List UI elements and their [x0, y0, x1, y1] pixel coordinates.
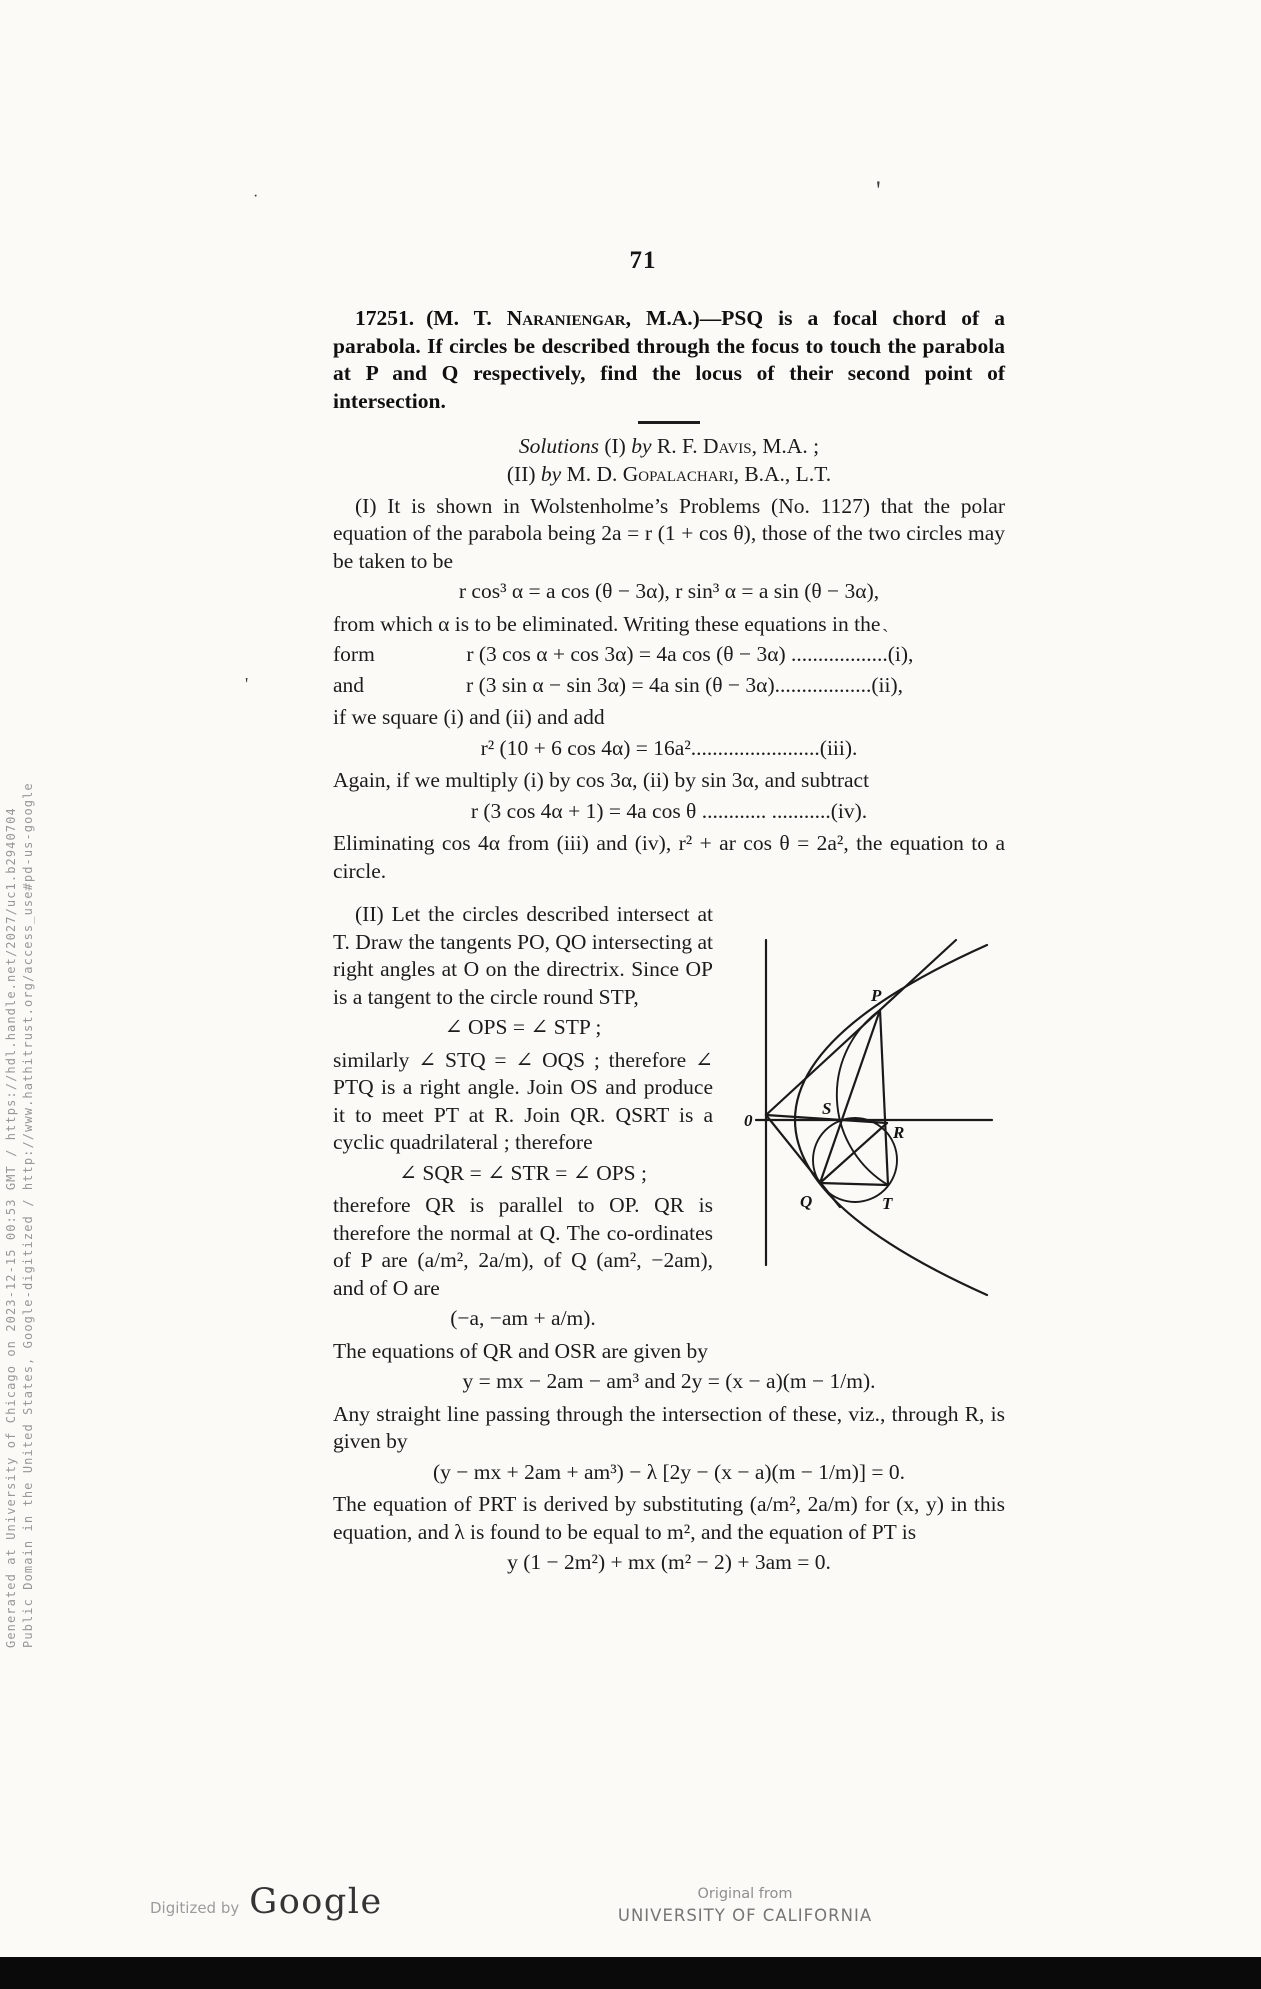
solution2-paragraph: The equation of PRT is derived by substituting (a/m², 2a/m) for (x, y) in this equation, and λ is found to be equal to m², and the equation of PT is	[333, 1492, 1005, 1544]
solution2-paragraph: similarly ∠ STQ = ∠ OQS ; therefore ∠ PTQ is a right angle. Join OS and produce it to meet PT at R. Join QR. QSRT is a cyclic quadrilateral ; therefore	[333, 1047, 713, 1154]
solution1-paragraph: (I) It is shown in Wolstenholme’s Problems (No. 1127) that the polar equation of the parabola being 2a = r (1 + cos θ), those of the two circles may be taken to be	[333, 493, 1005, 573]
circle-stq	[813, 1118, 897, 1202]
scan-artifact: '	[876, 176, 881, 205]
solutions-heading-line1: Solutions (I) by R. F. Davis, M.A. ;	[518, 433, 820, 458]
figure-label-s: S	[822, 1099, 832, 1118]
equation: (y − mx + 2am + am³) − λ [2y − (x − a)(m − 1/m)] = 0.	[432, 1459, 906, 1484]
figure-label-o: 0	[744, 1111, 753, 1130]
equation-row	[333, 641, 1005, 669]
sidebar-watermark-line1: Generated at University of Chicago on 2023-12-15 00:53 GMT / https://hdl.handle.net/2027/uc1.b2940704	[4, 807, 18, 1648]
solution1-paragraph: from which α is to be eliminated. Writing these equations in the	[333, 611, 881, 636]
university-label: UNIVERSITY OF CALIFORNIA	[617, 1906, 873, 1925]
parabola-figure	[740, 935, 1005, 1335]
bottom-scan-bar	[0, 1957, 1261, 1989]
solution2-paragraph: The equations of QR and OSR are given by	[333, 1338, 708, 1363]
problem-author: (M. T. Naraniengar, M.A.)—	[426, 306, 722, 330]
footer-left	[150, 1882, 383, 1922]
solution2-paragraph: Any straight line passing through the intersection of these, viz., through R, is given by	[333, 1401, 1005, 1453]
solution2-paragraph: therefore QR is parallel to OP. QR is therefore the normal at Q. The co-ordinates of P are (a/m², 2a/m), of Q (am², −2am), and of O are	[333, 1193, 713, 1300]
original-from-label: Original from	[697, 1886, 793, 1902]
scan-artifact: ·	[253, 188, 259, 205]
equation: r² (10 + 6 cos 4α) = 16a²........................(iii).	[480, 735, 858, 760]
digitized-by-label: Digitized by	[150, 1899, 240, 1917]
solutions-heading	[333, 432, 1005, 488]
separator-rule	[638, 421, 700, 424]
solution2-narrow-column	[333, 901, 713, 1333]
solutions-heading-line2: (II) by M. D. Gopalachari, B.A., L.T.	[506, 461, 832, 486]
equation-label: and	[333, 672, 365, 697]
equation: y = mx − 2am − am³ and 2y = (x − a)(m − 1/m).	[462, 1369, 876, 1393]
equation-row	[333, 672, 1005, 700]
equation: r (3 sin α − sin 3α) = 4a sin (θ − 3α)..................(ii),	[466, 672, 904, 697]
equation: ∠ OPS = ∠ STP ;	[444, 1015, 602, 1039]
equation: y (1 − 2m²) + mx (m² − 2) + 3am = 0.	[507, 1550, 831, 1574]
line-qt	[820, 1183, 888, 1185]
figure-label-q: Q	[800, 1192, 813, 1211]
solution1-paragraph: Again, if we multiply (i) by cos 3α, (ii) by sin 3α, and subtract	[333, 768, 870, 792]
scan-artifact: `	[882, 626, 889, 648]
scan-artifact: '	[245, 674, 249, 694]
footer-right	[585, 1886, 905, 1925]
page-number: 71	[629, 247, 657, 274]
equation: ∠ SQR = ∠ STR = ∠ OPS ;	[399, 1160, 647, 1185]
figure-label-r: R	[893, 1123, 905, 1142]
figure-label-p: P	[871, 986, 882, 1005]
equation: r (3 cos 4α + 1) = 4a cos θ ............ ...........(iv).	[470, 798, 868, 823]
equation-label: form	[333, 642, 375, 666]
sidebar-watermark-line2: Public Domain in the United States, Google-digitized / http://www.hathitrust.org/access_use#pd-us-google	[21, 782, 35, 1648]
solution2-paragraph: (II) Let the circles described intersect at T. Draw the tangents PO, QO intersecting at right angles at O on the directrix. Since OP is a tangent to the circle round STP,	[333, 902, 713, 1009]
equation: r cos³ α = a cos (θ − 3α), r sin³ α = a sin (θ − 3α),	[458, 579, 880, 603]
equation: (−a, −am + a/m).	[450, 1306, 596, 1330]
solution1-paragraph: Eliminating cos 4α from (iii) and (iv), r² + ar cos θ = 2a², the equation to a circle.	[333, 831, 1005, 883]
problem-text: PSQ is a focal chord of a parabola. If circles be described through the focus to touch the parabola at P and Q respectively, find the locus of their second point of intersection.	[333, 306, 1005, 413]
solution1-paragraph: if we square (i) and (ii) and add	[333, 705, 605, 729]
equation: r (3 cos α + cos 3α) = 4a cos (θ − 3α) ..................(i),	[466, 642, 914, 666]
figure-label-t: T	[882, 1194, 893, 1213]
problem-number: 17251.	[355, 306, 415, 330]
line-pt	[880, 1010, 888, 1185]
problem-statement	[333, 305, 1005, 415]
google-logo: Google	[249, 1882, 383, 1922]
